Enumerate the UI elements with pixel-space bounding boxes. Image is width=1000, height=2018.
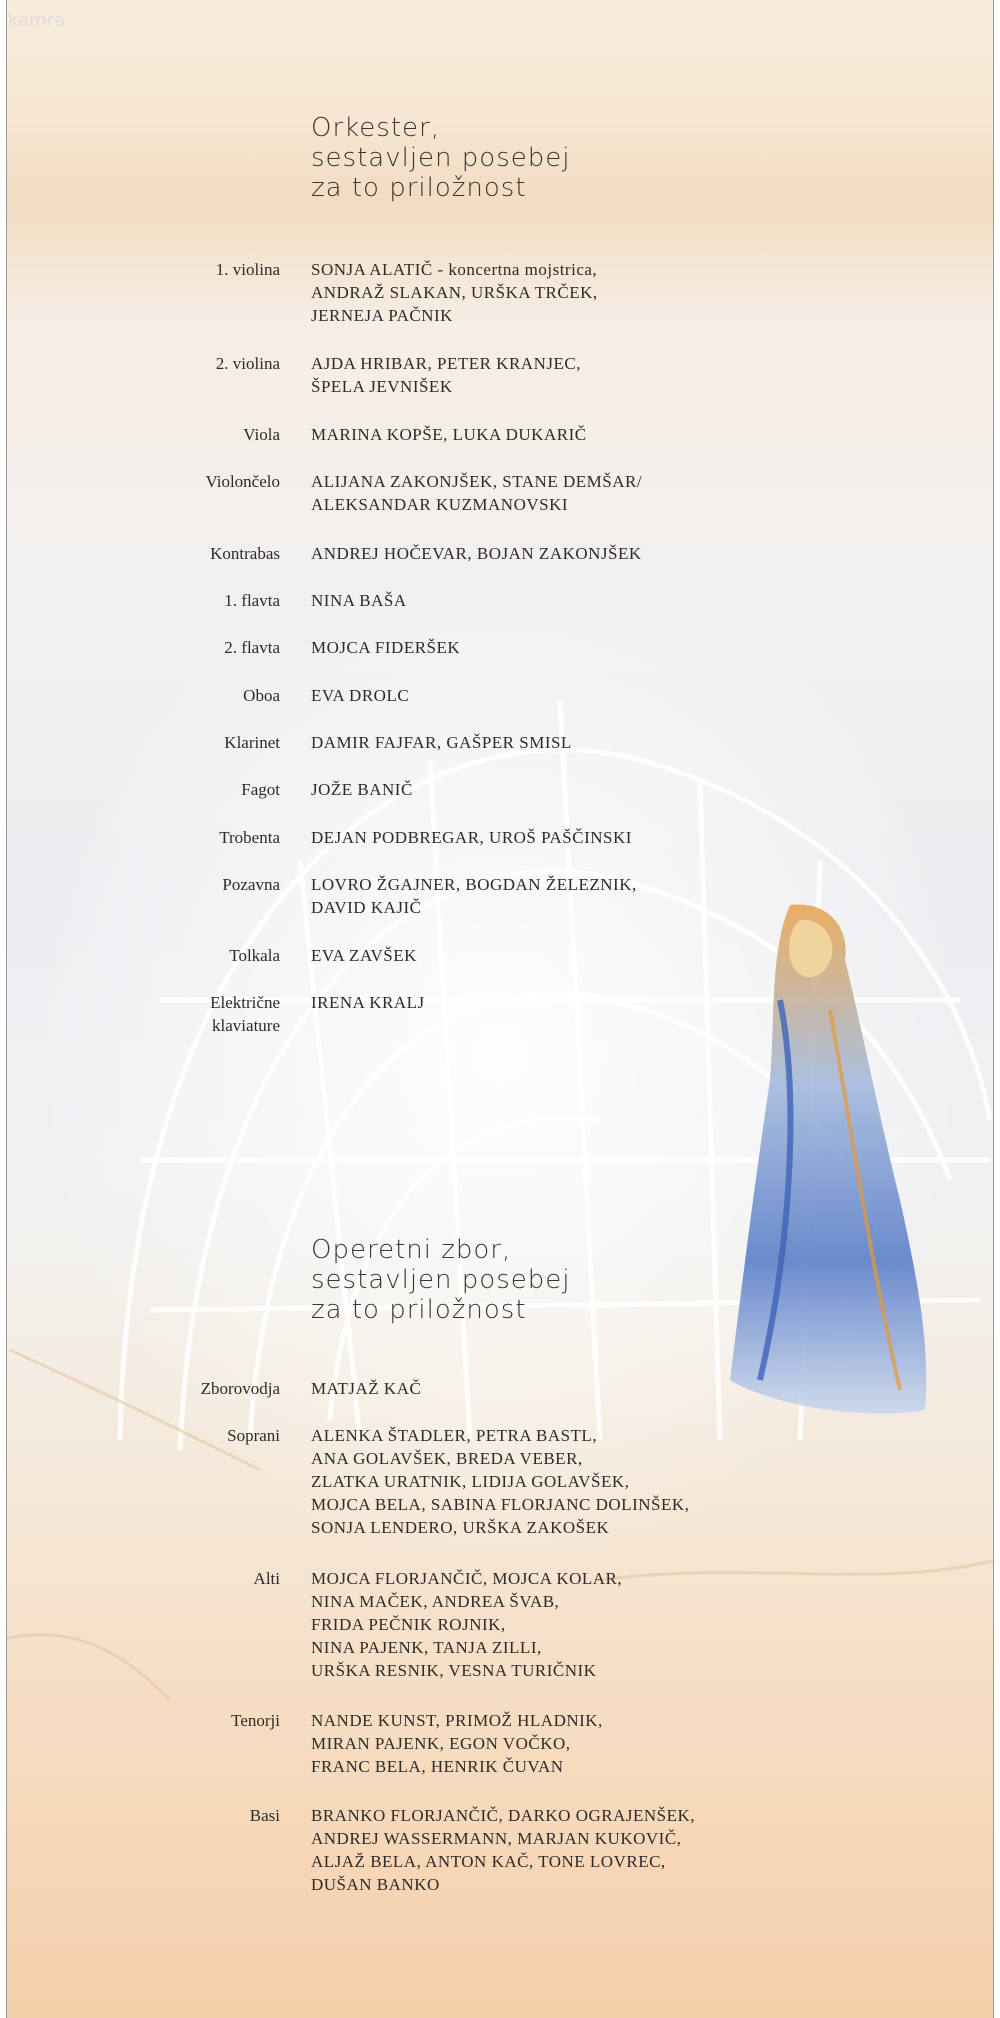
voice-label: Soprani	[227, 1426, 280, 1445]
musician-names: NINA BAŠA	[311, 591, 407, 610]
orchestra-heading	[311, 113, 570, 203]
voice-label: Basi	[249, 1806, 280, 1825]
musician-names: ALIJANA ZAKONJŠEK, STANE DEMŠAR/ ALEKSANDAR KUZMANOVSKI	[311, 472, 643, 514]
instrument-label: Električne klaviature	[210, 993, 280, 1035]
instrument-label: Fagot	[241, 780, 280, 799]
instrument-label: 2. violina	[215, 354, 280, 373]
choir-heading-line: za to priložnost	[311, 1295, 527, 1325]
musician-names: EVA DROLC	[311, 686, 410, 705]
instrument-label: Tolkala	[229, 946, 280, 965]
singer-names: BRANKO FLORJANČIČ, DARKO OGRAJENŠEK, ANDREJ WASSERMANN, MARJAN KUKOVIČ, ALJAŽ BELA, ANTON KAČ, TONE LOVREC, DUŠAN BANKO	[311, 1806, 696, 1894]
musician-names: SONJA ALATIČ - koncertna mojstrica, ANDRAŽ SLAKAN, URŠKA TRČEK, JERNEJA PAČNIK	[311, 260, 598, 325]
voice-label: Alti	[253, 1569, 280, 1588]
singer-names: NANDE KUNST, PRIMOŽ HLADNIK, MIRAN PAJENK, EGON VOČKO, FRANC BELA, HENRIK ČUVAN	[311, 1711, 603, 1776]
voice-label: Zborovodja	[200, 1379, 280, 1398]
instrument-label: Kontrabas	[210, 544, 280, 563]
page-border-right	[993, 0, 1000, 2018]
watermark-logo: kamra	[8, 10, 66, 31]
musician-names: EVA ZAVŠEK	[311, 946, 417, 965]
orchestra-heading-line: za to priložnost	[311, 173, 527, 203]
musician-names: MOJCA FIDERŠEK	[311, 638, 461, 657]
instrument-label: Violončelo	[205, 472, 280, 491]
voice-label: Tenorji	[231, 1711, 280, 1730]
page-border-left	[0, 0, 7, 2018]
choir-heading-line: Operetni zbor,	[311, 1235, 512, 1265]
instrument-label: Klarinet	[224, 733, 280, 752]
singer-names: ALENKA ŠTADLER, PETRA BASTL, ANA GOLAVŠEK, BREDA VEBER, ZLATKA URATNIK, LIDIJA GOLAVŠEK, MOJCA BELA, SABINA FLORJANC DOLINŠEK, SONJA LENDERO, URŠKA ZAKOŠEK	[311, 1426, 690, 1537]
musician-names: JOŽE BANIČ	[311, 780, 413, 799]
musician-names: LOVRO ŽGAJNER, BOGDAN ŽELEZNIK, DAVID KAJIČ	[311, 875, 637, 917]
instrument-label: Viola	[243, 425, 280, 444]
instrument-label: 1. violina	[215, 260, 280, 279]
choir-heading	[311, 1235, 570, 1325]
orchestra-heading-line: sestavljen posebej	[311, 143, 571, 173]
choir-heading-line: sestavljen posebej	[311, 1265, 571, 1295]
instrument-label: 2. flavta	[224, 638, 280, 657]
musician-names: DAMIR FAJFAR, GAŠPER SMISL	[311, 733, 572, 752]
instrument-label: Pozavna	[222, 875, 280, 894]
musician-names: AJDA HRIBAR, PETER KRANJEC, ŠPELA JEVNIŠEK	[311, 354, 581, 396]
orchestra-heading-line: Orkester,	[311, 113, 440, 143]
musician-names: ANDREJ HOČEVAR, BOJAN ZAKONJŠEK	[311, 544, 642, 563]
singer-names: MOJCA FLORJANČIČ, MOJCA KOLAR, NINA MAČEK, ANDREA ŠVAB, FRIDA PEČNIK ROJNIK, NINA PAJENK, TANJA ZILLI, URŠKA RESNIK, VESNA TURIČNIK	[311, 1569, 623, 1680]
musician-names: IRENA KRALJ	[311, 993, 425, 1012]
musician-names: DEJAN PODBREGAR, UROŠ PAŠČINSKI	[311, 828, 632, 847]
instrument-label: Oboa	[243, 686, 280, 705]
instrument-label: 1. flavta	[224, 591, 280, 610]
musician-names: MARINA KOPŠE, LUKA DUKARIČ	[311, 425, 587, 444]
singer-names: MATJAŽ KAČ	[311, 1379, 422, 1398]
instrument-label: Trobenta	[219, 828, 280, 847]
